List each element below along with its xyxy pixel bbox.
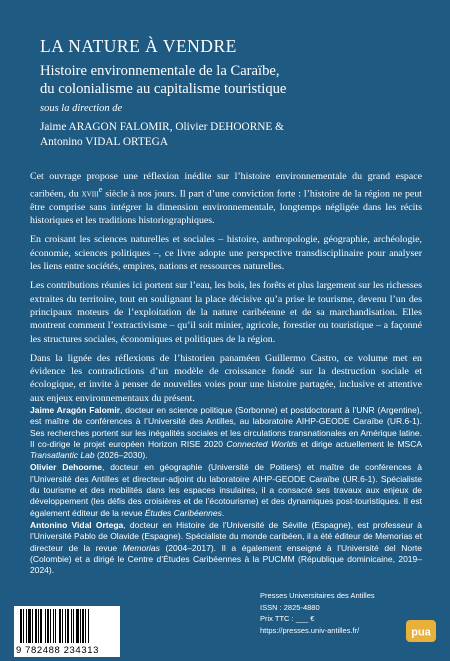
- pua-logo-icon: [406, 620, 436, 642]
- bio-italic: Memorias: [122, 542, 160, 553]
- barcode-bar: [35, 609, 37, 643]
- author-bios: [30, 405, 422, 577]
- barcode-digits: 9 782488 234313: [16, 645, 99, 656]
- intro-p1-part-b: siècle à nos jours. Il part d’une conviction forte : l’histoire de la région ne peut être comprise sans intégrer la dimension environnementale, longtemps négligée dans les récits historiques et les traditions historiographiques.: [30, 188, 422, 227]
- barcode-bar: [73, 609, 74, 643]
- bio-text: , docteur en science politique (Sorbonne) et postdoctorant à l’UNR (Argentine), est maître de conférences à l’Université des Antilles, au laboratoire AIHP-GEODE Caraïbe (UR.6-1). Ses recherches portent sur les inégalités sociales et les circulations transnationales en Amérique latine. Il co-dirige le projet européen Horizon RISE 2020: [30, 405, 422, 449]
- bio-name-aragon: Jaime Aragón Falomir: [30, 405, 121, 415]
- barcode-bar: [88, 609, 89, 643]
- book-subtitle: [40, 62, 440, 98]
- barcode-bar: [80, 609, 81, 643]
- century-label: xviii: [81, 188, 99, 200]
- intro-paragraph-4: Dans la lignée des réflexions de l’historien panaméen Guillermo Castro, ce volume met en évidence les contradictions d’un modèle de croissance fondé sur la destruction sociale et écologique, et invite à penser de nouvelles voies pour une histoire partagée, inclusive et attentive aux enjeux environnementaux du présent.: [30, 352, 422, 404]
- bio-dehoorne: [30, 462, 422, 518]
- book-title: LA NATURE À VENDRE: [40, 36, 237, 56]
- bio-vidal: [30, 520, 422, 576]
- bio-name-vidal: Antonino Vidal Ortega: [30, 519, 124, 530]
- barcode-bar: [59, 609, 61, 643]
- barcode-bar: [32, 609, 33, 643]
- publisher-info: [260, 590, 375, 636]
- barcode-bars: [20, 609, 116, 645]
- editors-line-2: Antonino VIDAL ORTEGA: [40, 136, 168, 148]
- barcode-bar: [47, 609, 49, 643]
- century-superscript: e: [98, 185, 103, 195]
- publisher-name: Presses Universitaires des Antilles: [260, 591, 375, 600]
- barcode-bar: [40, 609, 42, 643]
- bio-italic: Études Caribéennes: [144, 507, 222, 518]
- barcode-bar: [23, 609, 24, 643]
- intro-paragraph-3: Les contributions réunies ici portent sur l’eau, les bois, les forêts et plus largement sur les richesses extraites du territoire, tout en soulignant la place décisive qu’a prise le tourisme, devenu l’un des principaux moteurs de l’exploitation de la nature caribéenne et de sa marchandisation. Elles montrent comment l’extractivisme – qu’il soit minier, agricole, forestier ou touristique – a façonné les structures sociales, économiques et politiques de la région.: [30, 280, 422, 345]
- barcode-bar: [76, 609, 79, 643]
- bio-text: (2004–2017). Il a également enseigné à l’Université del Norte (Colombie) et a dirigé le Centre d’Études Caribéennes à la PUCMM (République dominicaine, 2019–2024).: [30, 542, 422, 576]
- intro-paragraph-1: [30, 170, 422, 227]
- barcode-bar: [28, 609, 31, 643]
- barcode-bar: [67, 609, 69, 643]
- barcode-bar: [53, 609, 54, 643]
- intro-p1-part-a: Cet ouvrage propose une réflexion inédite sur l’histoire environnementale du grand espace caribéen, du: [30, 171, 422, 200]
- bio-text: , docteur en Histoire de l’Université de Séville (Espagne), est professeur à l’Université Pablo de Olavide (Espagne). Spécialiste du monde caribéen, il a été éditeur de Memorias et directeur de la revue: [30, 519, 422, 553]
- bio-text: (2026–2030).: [94, 450, 148, 461]
- publisher-price: Prix TTC : ___ €: [260, 614, 315, 623]
- bio-italic: Transatlantic Lab: [30, 450, 95, 461]
- barcode-bar: [50, 609, 51, 643]
- bio-aragon: [30, 405, 422, 461]
- barcode-bar: [71, 609, 72, 643]
- bio-name-dehoorne: Olivier Dehoorne: [30, 462, 102, 473]
- bio-text: .: [221, 507, 225, 518]
- barcode-bar: [26, 609, 27, 643]
- barcode-bar: [82, 609, 84, 643]
- bio-text: et dirige actuellement le MSCA: [297, 438, 423, 449]
- pua-logo: [406, 620, 436, 642]
- bio-italic: Connected Worlds: [226, 438, 298, 449]
- publisher-url: https://presses.univ-antilles.fr/: [260, 625, 360, 635]
- barcode-bar: [55, 609, 56, 643]
- barcode-bar: [45, 609, 46, 643]
- intro-paragraph-2: En croisant les sciences naturelles et sociales – histoire, anthropologie, géographie, archéologie, économie, sciences politiques –, ce livre adopte une perspective transdisciplinaire pour analyser les liens entre sociétés, empires, nations et ressources naturelles.: [30, 234, 422, 273]
- publisher-issn: ISSN : 2825-4880: [260, 602, 320, 612]
- subtitle-line-2: du colonialisme au capitalisme touristique: [40, 81, 287, 97]
- barcode-bar: [38, 609, 39, 643]
- svg-text:pua: pua: [411, 626, 431, 639]
- barcode-bar: [85, 609, 86, 643]
- barcode-bar: [20, 609, 22, 643]
- subtitle-line-1: Histoire environnementale de la Caraïbe,: [40, 63, 280, 79]
- editors: [40, 120, 440, 150]
- barcode-bar: [62, 609, 63, 643]
- editors-line-1: Jaime ARAGON FALOMIR, Olivier DEHOORNE &: [40, 121, 284, 133]
- barcode-bar: [65, 609, 66, 643]
- direction-note: sous la direction de: [40, 103, 123, 114]
- intro-text: [30, 170, 422, 411]
- isbn-barcode: [14, 606, 120, 657]
- bio-text: , docteur en géographie (Université de Poitiers) et maître de conférences à l’Université des Antilles et directeur-adjoint du laboratoire AIHP-GEODE Caraïbe (UR.6-1). Spécialiste du tourisme et des mobilités dans les espaces insulaires, il a consacré ses travaux aux enjeux de développement (les défis des croisières et de l’écotourisme) et des dynamiques post-touristiques. Il est également éditeur de la revue: [30, 462, 422, 518]
